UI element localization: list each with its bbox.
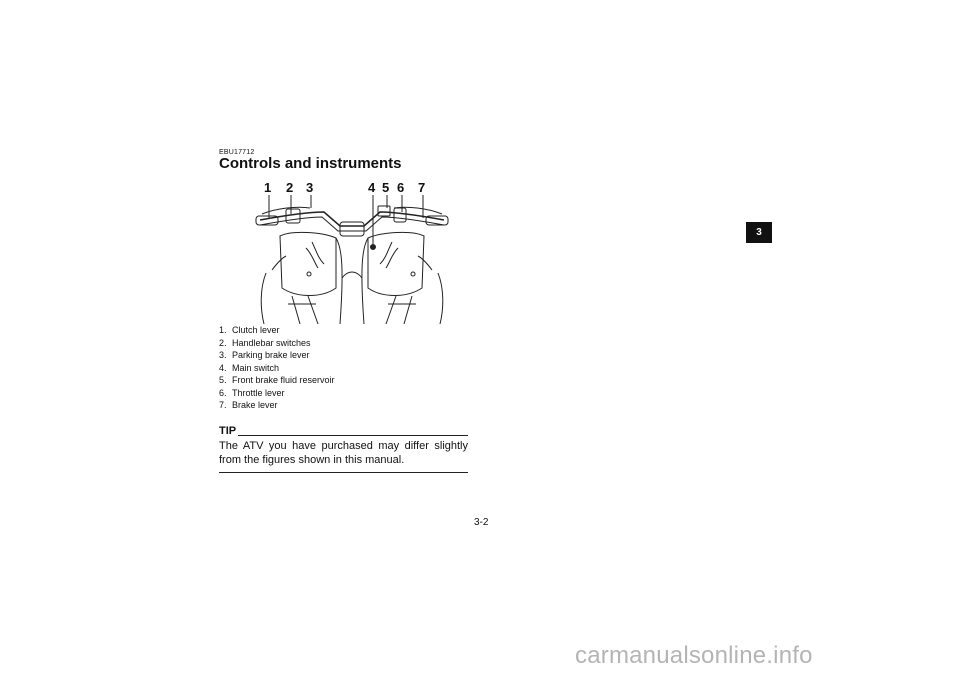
callout-5: 5	[382, 180, 390, 195]
tip-top-rule	[238, 435, 468, 436]
legend-item: 4. Main switch	[219, 362, 280, 373]
legend-item: 1. Clutch lever	[219, 325, 280, 335]
callout-7: 7	[418, 180, 426, 195]
legend-item: 6. Throttle lever	[219, 387, 285, 398]
page-number: 3-2	[474, 517, 489, 528]
callout-4: 4	[368, 180, 376, 195]
legend-item: 3. Parking brake lever	[219, 350, 310, 360]
tip-box	[219, 426, 468, 473]
tip-text: The ATV you have purchased may differ slightly from the figures shown in this manual.	[219, 440, 468, 466]
section-title: Controls and instruments	[219, 155, 402, 172]
document-code: EBU17712	[219, 149, 255, 156]
callout-1: 1	[264, 180, 272, 195]
atv-handlebar-illustration	[252, 178, 452, 324]
legend-item: 5. Front brake fluid reservoir	[219, 375, 335, 385]
tip-label: TIP	[219, 425, 237, 437]
chapter-tab: 3	[746, 222, 772, 243]
callout-3: 3	[306, 180, 314, 195]
tip-header	[219, 426, 468, 437]
callout-2: 2	[286, 180, 294, 195]
legend-item: 7. Brake lever	[219, 400, 278, 410]
callout-6: 6	[397, 180, 405, 195]
watermark: carmanualsonline.info	[575, 642, 813, 669]
legend-item: 2. Handlebar switches	[219, 337, 311, 348]
parts-legend	[219, 324, 335, 412]
tip-bottom-rule	[219, 472, 468, 473]
